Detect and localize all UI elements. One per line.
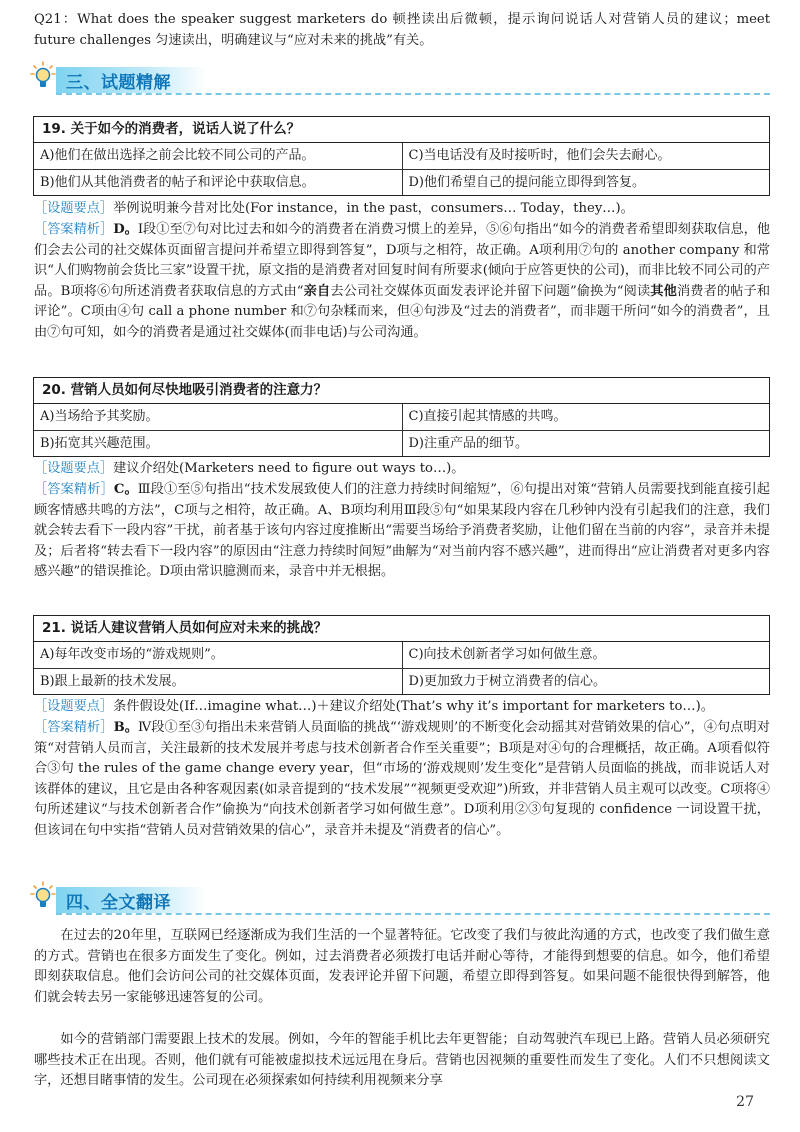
answer-analysis-19 xyxy=(34,220,770,344)
answer-analysis-20 xyxy=(34,480,770,583)
section-header-translation xyxy=(30,880,770,914)
setting-label: ［设题要点］ xyxy=(34,461,114,476)
option-d: D)注重产品的细节。 xyxy=(402,431,770,456)
option-b: B)跟上最新的技术发展。 xyxy=(40,674,185,689)
question-title: 21. 说话人建议营销人员如何应对未来的挑战？ xyxy=(34,616,769,642)
setting-text: 举例说明兼今昔对比处(For instance，in the past，consumers… Today，they…)。 xyxy=(113,201,634,216)
section-header-analysis xyxy=(30,60,770,94)
analysis-text: Ⅳ段①至③句指出未来营销人员面临的挑战“‘游戏规则’的不断变化会动摇其对营销效果的信心”，④句点明对策“对营销人员而言，关注最新的技术发展并考虑与技术创新者合作至关重要”；B项是对④句的合理概括，故正确。A项看似符合③句 the rules of the game change every year，但“市场的‘游戏规则’发生变化”是营销人员面临的挑战，而非说话人对该群体的建议，且它是由各种客观因素(如录音提到的“技术发展”“视频更受欢迎”)所致，并非营销人员主观可以改变。C项将④句所述建议“与技术创新者合作”偷换为“向技术创新者学习如何做生意”。D项利用②③句复现的 confidence 一词设置干扰，但该词在句中实指“营销人员对营销效果的信心”，录音并未提及“消费者的信心”。 xyxy=(34,720,770,838)
question-title: 20. 营销人员如何尽快地吸引消费者的注意力？ xyxy=(34,378,769,404)
setting-label: ［设题要点］ xyxy=(34,201,114,216)
answer-analysis-21 xyxy=(34,718,770,842)
option-a: A)当场给予其奖励。 xyxy=(40,409,159,424)
option-row xyxy=(34,430,769,456)
translation-paragraph-2: 如今的营销部门需要跟上技术的发展。例如，今年的智能手机比去年更智能；自动驾驶汽车现已上路。营销人员必须研究哪些技术正在出现。否则，他们就有可能被虚拟技术远远甩在身后。营销也因视频的重要性而发生了变化。人们不只想阅读文字，还想目睹事情的发生。公司现在必须探索如何持续利用视频来分享 xyxy=(34,1032,770,1089)
question-box-19 xyxy=(33,116,770,196)
setting-point-19 xyxy=(34,199,770,220)
answer-label: ［答案精析］ xyxy=(34,482,114,497)
setting-label: ［设题要点］ xyxy=(34,699,114,714)
question-box-21 xyxy=(33,615,770,695)
answer-label: ［答案精析］ xyxy=(34,720,114,735)
answer-letter: C。 xyxy=(113,482,138,497)
answer-label: ［答案精析］ xyxy=(34,222,114,237)
translation-paragraph-1: 在过去的20年里，互联网已经逐渐成为我们生活的一个显著特征。它改变了我们与彼此沟通的方式，也改变了我们做生意的方式。营销也在很多方面发生了变化。例如，过去消费者必须拨打电话并耐心等待，才能得到想要的信息。如今，他们希望即刻获取信息。他们会访问公司的社交媒体页面，发表评论并留下问题，希望立即得到答复。如果问题不能很快得到解答，他们就会转去另一家能够迅速答复的公司。 xyxy=(34,928,770,1005)
option-row xyxy=(34,668,769,694)
intro-paragraph: Q21：What does the speaker suggest marketers do 顿挫读出后微顿，提示询问说话人对营销人员的建议；meet future challenges 匀速读出，明确建议与“应对未来的挑战”有关。 xyxy=(34,12,770,48)
option-c: C)当电话没有及时接听时，他们会失去耐心。 xyxy=(402,143,770,169)
analysis-text: 去公司社交媒体页面发表评论并留下问题”偷换为“阅读 xyxy=(330,283,651,299)
analysis-text: 消费者的帖子和评论”。C项由④句 call a phone number 和⑦句杂糅而来，但④句涉及“过去的消费者”，而非题干所问“如今的消费者”，且由⑦句可知，如今的消费者是通过社交媒体(而非电话)与公司沟通。 xyxy=(34,283,771,340)
option-c: C)直接引起其情感的共鸣。 xyxy=(402,404,770,430)
section-title: 三、试题精解 xyxy=(66,73,171,93)
option-d: D)更加致力于树立消费者的信心。 xyxy=(402,669,770,694)
option-a: A)他们在做出选择之前会比较不同公司的产品。 xyxy=(40,148,315,163)
section-title: 四、全文翻译 xyxy=(66,893,171,913)
option-row xyxy=(34,642,769,668)
option-b: B)拓宽其兴趣范围。 xyxy=(40,436,159,451)
question-box-20 xyxy=(33,377,770,457)
section-divider xyxy=(56,93,770,95)
analysis-text: Ⅰ段①至⑦句对比过去和如今的消费者在消费习惯上的差异，⑤⑥句指出“如今的消费者希望即刻获取信息，他们会去公司的社交媒体页面留言提问并希望立即得到答复”，D项与之相符，故正确。A项利用⑦句的 another company 和常识“人们购物前会货比三家”设置干扰，原文指的是消费者对回复时间有所要求(倾向于应答更快的公司)，而非比较不同公司的产品。B项将⑥句所述消费者获取信息的方式由“ xyxy=(34,222,771,299)
option-d: D)他们希望自己的提问能立即得到答复。 xyxy=(402,170,770,195)
option-b: B)他们从其他消费者的帖子和评论中获取信息。 xyxy=(40,175,315,190)
setting-point-21 xyxy=(34,697,770,718)
setting-text: 建议介绍处(Marketers need to figure out ways to…)。 xyxy=(113,461,465,476)
lightbulb-icon xyxy=(30,60,56,94)
answer-letter: B。 xyxy=(113,720,139,735)
option-row xyxy=(34,143,769,169)
section-divider xyxy=(56,913,770,915)
option-row xyxy=(34,169,769,195)
option-c: C)向技术创新者学习如何做生意。 xyxy=(402,642,770,668)
option-row xyxy=(34,404,769,430)
setting-text: 条件假设处(If…imagine what…)＋建议介绍处(That’s why it’s important for marketers to…)。 xyxy=(113,699,714,714)
option-a: A)每年改变市场的“游戏规则”。 xyxy=(40,647,224,662)
analysis-text: Ⅲ段①至⑤句指出“技术发展致使人们的注意力持续时间缩短”，⑥句提出对策“营销人员需要找到能直接引起顾客情感共鸣的方法”，C项与之相符，故正确。A、B项均利用Ⅲ段⑤句“如果某段内容在几秒钟内没有引起我们的注意，我们就会转去看下一段内容”干扰，前者基于该句内容过度推断出“需要当场给予消费者奖励，让他们留在当前的内容”，录音并未提及；后者将“转去看下一段内容”的原因由“注意力持续时间短”曲解为“对当前内容不感兴趣”，进而得出“应让消费者对更多内容感兴趣”的错误推论。D项由常识臆测而来，录音中并无根据。 xyxy=(34,482,770,580)
lightbulb-icon xyxy=(30,880,56,914)
page-number: 27 xyxy=(736,1094,754,1110)
analysis-emphasis: 亲自 xyxy=(303,283,331,299)
setting-point-20 xyxy=(34,459,770,480)
question-title: 19. 关于如今的消费者，说话人说了什么？ xyxy=(34,117,769,143)
analysis-emphasis: 其他 xyxy=(650,283,677,299)
answer-letter: D。 xyxy=(113,222,138,237)
